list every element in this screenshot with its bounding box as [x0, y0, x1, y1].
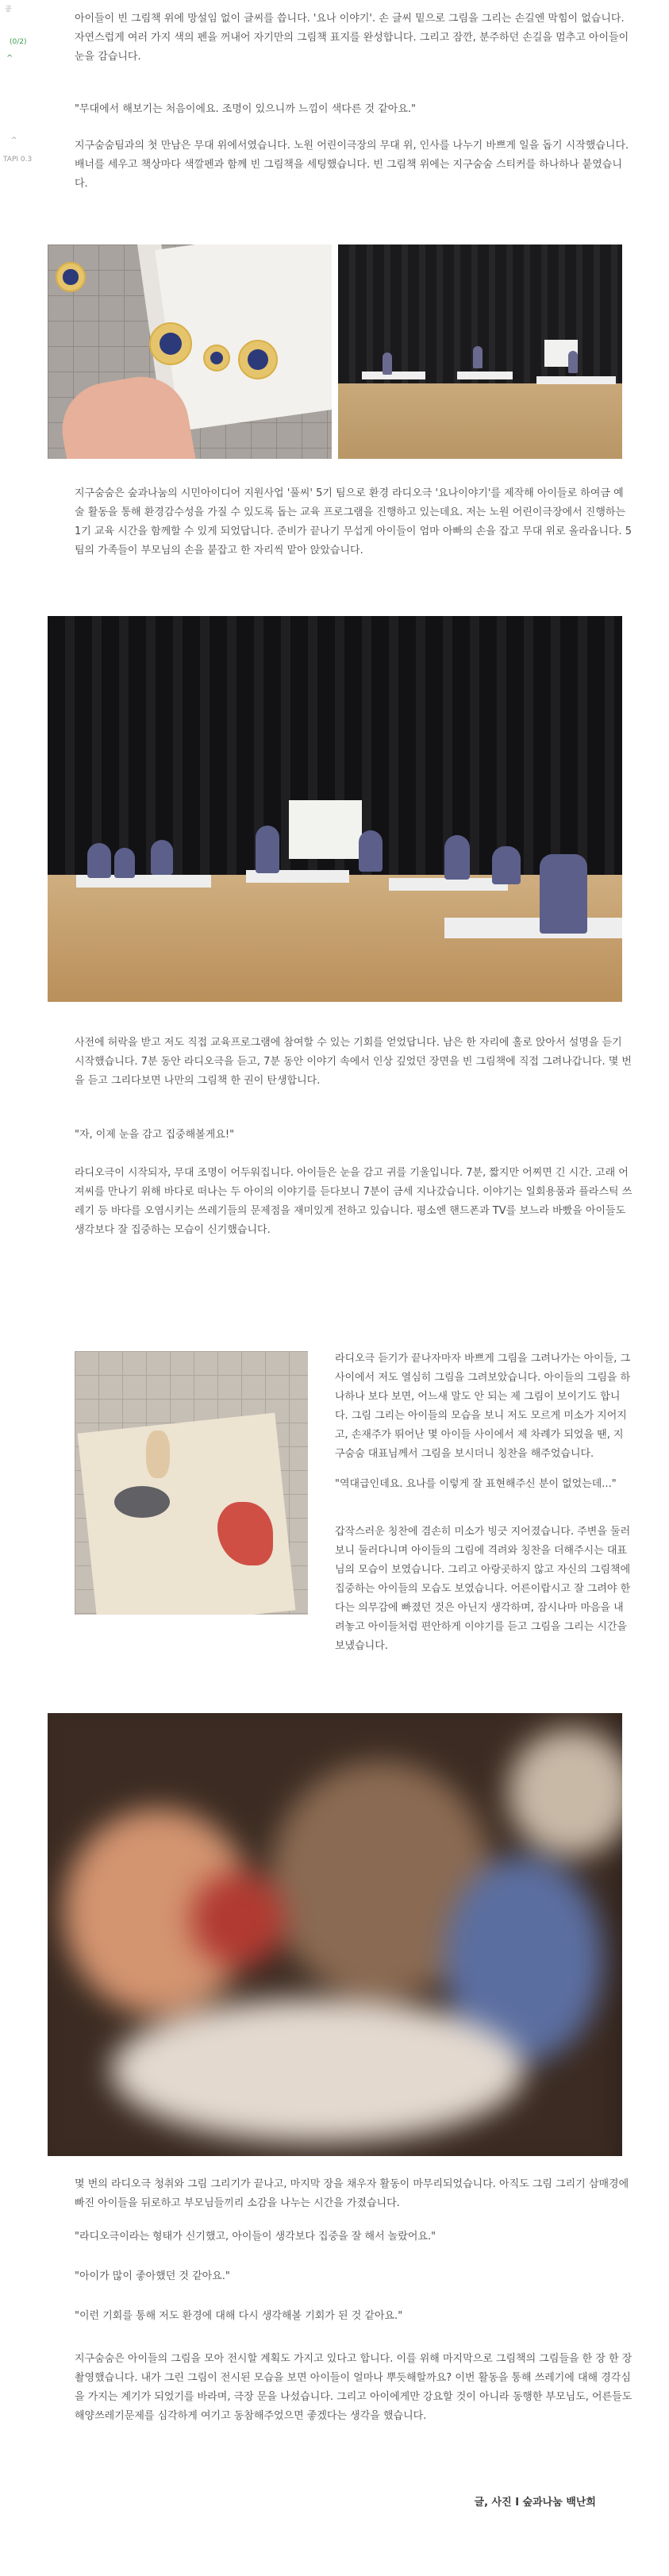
article-paragraph: 라디오극이 시작되자, 무대 조명이 어두워집니다. 아이들은 눈을 감고 귀를 기울입니다. 7분, 짧지만 어찌면 긴 시간. 고래 어져씨를 만나기 위해 바다로 떠나는 두 아이의 이야기를 듣다보니 7분이 금세 지나갔습니다. 이야기는 일회용품과 플라스틱 쓰레기 등 바다를 오염시키는 쓰레기들의 문제점을 재미있게 전하고 있습니다. 평소엔 핸드폰과 TV를 보느라 바빴을 아이들도 생각보다 잘 집중하는 모습이 신기했습니다. — [75, 1167, 632, 1236]
photo — [48, 1713, 622, 2156]
photo-credit: 글, 사진 I 숲과나눔 백난희 — [474, 2497, 596, 2509]
quote-paragraph: "무대에서 해보기는 처음이에요. 조명이 있으니까 느낌이 색다른 것 같아요." — [75, 103, 417, 115]
photo — [338, 245, 622, 459]
quote-paragraph: "자, 이제 눈을 감고 집중해볼게요!" — [75, 1129, 235, 1141]
article-paragraph: 사전에 허락을 받고 저도 직접 교육프로그램에 참여할 수 있는 기회를 얻었답니다. 남은 한 자리에 홀로 앉아서 설명을 듣기 시작했습니다. 7분 동안 라디오극을 듣고, 7분 동안 이야기 속에서 인상 깊었던 장면을 빈 그림책에 직접 그려나갑니다. 몇 번을 듣고 그리다보면 나만의 그림책 한 권이 탄생합니다. — [75, 1037, 632, 1087]
quote-paragraph: "아이가 많이 좋아했던 것 같아요." — [75, 2270, 230, 2282]
sidebar-mark: 공 — [5, 6, 12, 13]
scroll-up-icon[interactable]: ^ — [6, 54, 13, 63]
article-paragraph: 지구숨숨은 숲과나눔의 시민아이디어 지원사업 '풀씨' 5기 팀으로 환경 라디오극 '요나이야기'를 제작해 아이들로 하여금 예술 활동을 통해 환경감수성을 가질 수 있도록 돕는 교육 프로그램을 진행하고 있는데요. 저는 노원 어린이극장에서 진행하는 1기 교육 시간을 함께할 수 있게 되었답니다. 준비가 끝나기 무섭게 아이들이 엄마 아빠의 손을 잡고 무대 위로 올라옵니다. 5팀의 가족들이 부모님의 손을 붙잡고 한 자리씩 맡아 앉았습니다. — [75, 487, 632, 556]
quote-paragraph: "역대급인데요. 요나를 이렇게 잘 표현해주신 분이 없었는데..." — [335, 1478, 617, 1490]
article-paragraph: 지구숨숨은 아이들의 그림을 모아 전시할 계획도 가지고 있다고 합니다. 이를 위해 마지막으로 그림책의 그림들을 한 장 한 장 촬영했습니다. 내가 그린 그림이 전시된 모습을 보면 아이들이 얼마나 뿌듯해할까요? 이번 활동을 통해 쓰레기에 대해 경각심을 가지는 계기가 되었기를 바라며, 극장 문을 나섰습니다. 그리고 아이에게만 강요할 것이 아니라 동행한 부모님도, 어른들도 해양쓰레기문제를 심각하게 여기고 동참해주었으면 좋겠다는 생각을 했습니다. — [75, 2353, 632, 2422]
sidebar-mark[interactable]: (0/2) — [10, 38, 27, 46]
photo — [75, 1351, 308, 1615]
article-paragraph: 지구숨숨팀과의 첫 만남은 무대 위에서였습니다. 노원 어린이극장의 무대 위, 인사를 나누기 바쁘게 일을 돕기 시작했습니다. 배너를 세우고 책상마다 색깔펜과 함께 빈 그림책을 세팅했습니다. 빈 그림책 위에는 지구숨숨 스티커를 하나하나 붙였습니다. — [75, 140, 629, 190]
scroll-up-icon[interactable]: ^ — [11, 137, 17, 144]
quote-paragraph: "라디오극이라는 형태가 신기했고, 아이들이 생각보다 집중을 잘 해서 놀랐어요." — [75, 2231, 436, 2243]
photo — [48, 245, 332, 459]
photo — [48, 616, 622, 1002]
article-paragraph: 갑작스러운 칭찬에 겸손히 미소가 빙긋 지어졌습니다. 주변을 둘러보니 둘러다니며 아이들의 그림에 격려와 칭찬을 더해주시는 대표님의 모습이 보였습니다. 그리고 아랑곳하지 않고 자신의 그림책에 집중하는 아이들의 모습도 보였습니다. 어른이랍시고 잘 그려야 한다는 의무감에 빠졌던 것은 아닌지 생각하며, 잠시나마 마음을 내려놓고 아이들처럼 편안하게 이야기를 듣고 그림을 그리는 시간을 보냈습니다. — [335, 1526, 631, 1652]
article-paragraph: 몇 번의 라디오극 청취와 그림 그리기가 끝나고, 마지막 장을 채우자 활동이 마무리되었습니다. 아직도 그림 그리기 삼매경에 빠진 아이들을 뒤로하고 부모님들끼리 소감을 나누는 시간을 가졌습니다. — [75, 2178, 629, 2209]
article-paragraph: 라디오극 듣기가 끝나자마자 바쁘게 그림을 그려나가는 아이들, 그 사이에서 저도 열심히 그림을 그려보았습니다. 아이들의 그림을 하나하나 보다 보면, 어느새 말도 안 되는 제 그림이 보이기도 합니다. 그림 그리는 아이들의 모습을 보니 저도 모르게 미소가 지어지고, 손재주가 뛰어난 몇 아이들 사이에서 제 차례가 되었을 땐, 지구숨숨 대표님께서 그림을 보시더니 칭찬을 해주었습니다. — [335, 1353, 631, 1460]
sidebar-mark: TAPI 0.3 — [3, 156, 33, 164]
article-paragraph: 아이들이 빈 그림책 위에 망설임 없이 글씨를 씁니다. '요나 이야기'. 손 글씨 밑으로 그림을 그리는 손길엔 막힘이 없습니다. 자연스럽게 여러 가지 색의 펜을 꺼내어 자기만의 그림책 표지를 완성합니다. 그리고 잠깐, 분주하던 손길을 멈추고 아이들이 눈을 감습니다. — [75, 13, 629, 63]
quote-paragraph: "이런 기회를 통해 저도 환경에 대해 다시 생각해볼 기회가 된 것 같아요." — [75, 2310, 403, 2322]
